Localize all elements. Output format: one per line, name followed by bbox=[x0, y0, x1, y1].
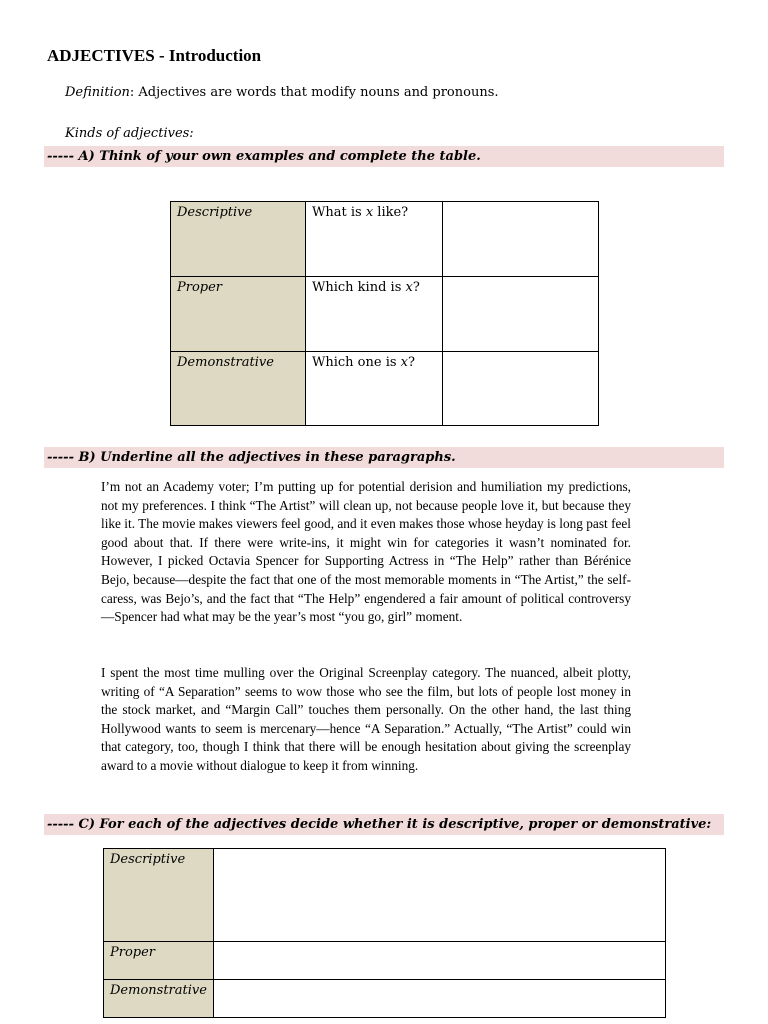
kind-cell: Descriptive bbox=[104, 849, 214, 942]
definition-text: : Adjectives are words that modify nouns and pronouns. bbox=[129, 85, 499, 100]
page-title: ADJECTIVES - Introduction bbox=[47, 46, 262, 65]
definition bbox=[65, 85, 499, 100]
kind-cell: Demonstrative bbox=[171, 352, 306, 426]
question-cell: Which one is x? bbox=[306, 352, 443, 426]
section-b-heading: ----- B) Underline all the adjectives in these paragraphs. bbox=[44, 447, 724, 468]
section-c-heading: ----- C) For each of the adjectives decide whether it is descriptive, proper or demonstrative: bbox=[44, 814, 724, 835]
kind-cell: Proper bbox=[104, 942, 214, 980]
table-row bbox=[171, 277, 599, 352]
question-cell: Which kind is x? bbox=[306, 277, 443, 352]
table-row bbox=[104, 980, 666, 1018]
paragraph-2: I spent the most time mulling over the Original Screenplay category. The nuanced, albeit plotty, writing of “A Separation” seems to wow those who see the film, but lots of people lost money in the stock market, and “Margin Call” touches them personally. On the other hand, the last thing Hollywood wants to seem is mercenary—hence “A Separation.” Actually, “The Artist” could win that category, too, though I think that there will be enough hesitation about giving the screenplay award to a movie without dialogue to keep it from winning. bbox=[101, 665, 631, 773]
example-cell[interactable] bbox=[443, 202, 599, 277]
kinds-table bbox=[170, 201, 599, 426]
example-cell[interactable] bbox=[443, 277, 599, 352]
answer-cell[interactable] bbox=[214, 849, 666, 942]
section-a-heading: ----- A) Think of your own examples and complete the table. bbox=[44, 146, 724, 167]
table-row bbox=[171, 202, 599, 277]
paragraph-1: I’m not an Academy voter; I’m putting up for potential derision and humiliation my predictions, not my preferences. I think “The Artist” will clean up, not because people love it, but because they like it. The movie makes viewers feel good, and it even makes those whose heyday is long past feel good about that. If there were write-ins, it might win for categories it wasn’t nominated for. However, I picked Octavia Spencer for Supporting Actress in “The Help” rather than Bérénice Bejo, because—despite the fact that one of the most memorable moments in “The Artist,” the self-caress, was Bejo’s, and the fact that “The Help” engendered a fair amount of political controversy—Spencer had what may be the year’s most “you go, girl” moment. bbox=[101, 479, 631, 625]
kind-cell: Demonstrative bbox=[104, 980, 214, 1018]
definition-label: Definition bbox=[65, 85, 130, 100]
answer-cell[interactable] bbox=[214, 980, 666, 1018]
table-row bbox=[104, 942, 666, 980]
table-row bbox=[171, 352, 599, 426]
kind-cell: Proper bbox=[171, 277, 306, 352]
table-row bbox=[104, 849, 666, 942]
answer-cell[interactable] bbox=[214, 942, 666, 980]
classification-table bbox=[103, 848, 666, 1018]
kinds-heading: Kinds of adjectives: bbox=[65, 126, 194, 141]
kind-cell: Descriptive bbox=[171, 202, 306, 277]
question-cell: What is x like? bbox=[306, 202, 443, 277]
example-cell[interactable] bbox=[443, 352, 599, 426]
